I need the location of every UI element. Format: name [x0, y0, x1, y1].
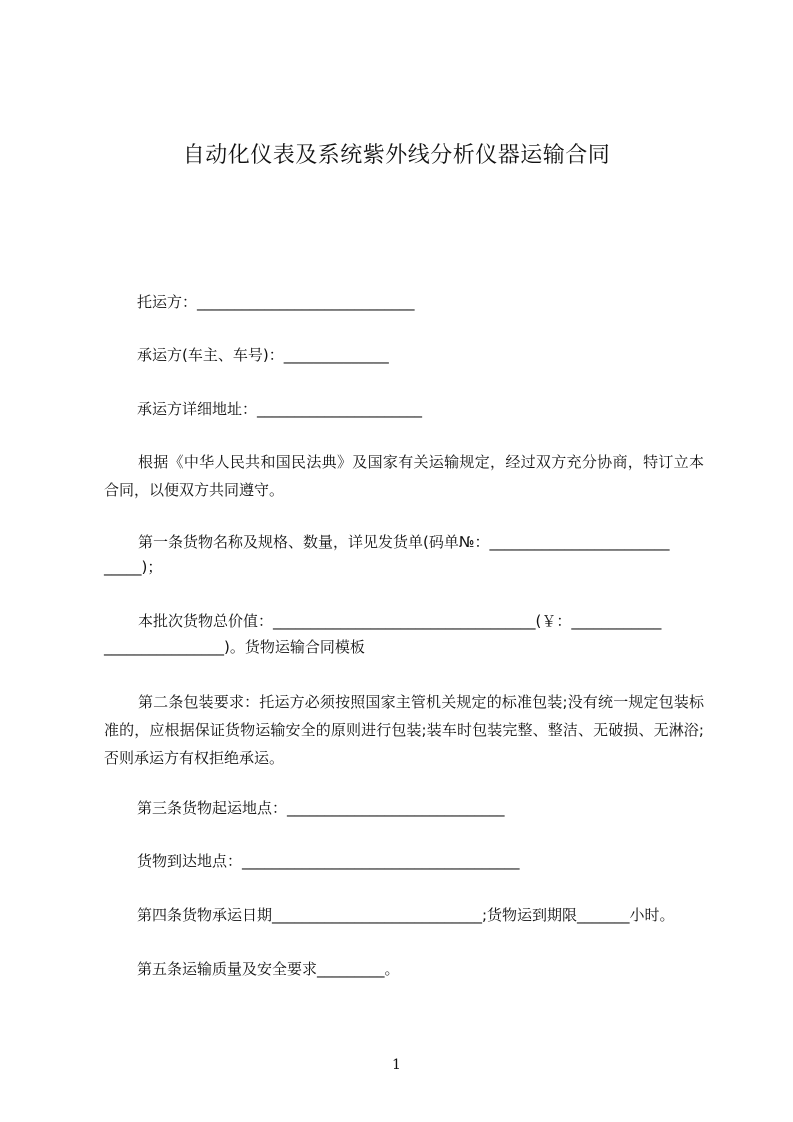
- article-4-date-field: 第四条货物承运日期____________________________;货物运到期限_______小时。: [137, 906, 675, 924]
- preamble-paragraph: 根据《中华人民共和国民法典》及国家有关运输规定，经过双方充分协商，特订立本合同，以便双方共同遵守。: [104, 453, 704, 499]
- contract-title: 自动化仪表及系统紫外线分析仪器运输合同: [182, 143, 611, 168]
- carrier-field: 承运方(车主、车号)：______________: [137, 346, 389, 364]
- destination-field: 货物到达地点：_____________________________________: [137, 852, 520, 870]
- article-1-line-2: _____)；: [104, 558, 163, 576]
- article-3-origin-field: 第三条货物起运地点：_____________________________: [137, 799, 505, 817]
- total-value-line-2: ________________)。货物运输合同模板: [104, 638, 365, 656]
- page-number: 1: [392, 1057, 401, 1073]
- carrier-address-field: 承运方详细地址：______________________: [137, 400, 423, 418]
- article-1-line-1: 第一条货物名称及规格、数量，详见发货单(码单№：________________________: [138, 533, 670, 551]
- article-2-packaging-paragraph: 第二条包装要求：托运方必须按照国家主管机关规定的标准包装;没有统一规定包装标准的，应根据保证货物运输安全的原则进行包装;装车时包装完整、整洁、无破损、无淋浴;否则承运方有权拒绝承运。: [104, 693, 704, 767]
- total-value-line-1: 本批次货物总价值：___________________________________(￥：____________: [138, 612, 662, 630]
- article-5-quality-field: 第五条运输质量及安全要求_________。: [137, 960, 400, 978]
- shipper-field: 托运方：_____________________________: [137, 293, 415, 311]
